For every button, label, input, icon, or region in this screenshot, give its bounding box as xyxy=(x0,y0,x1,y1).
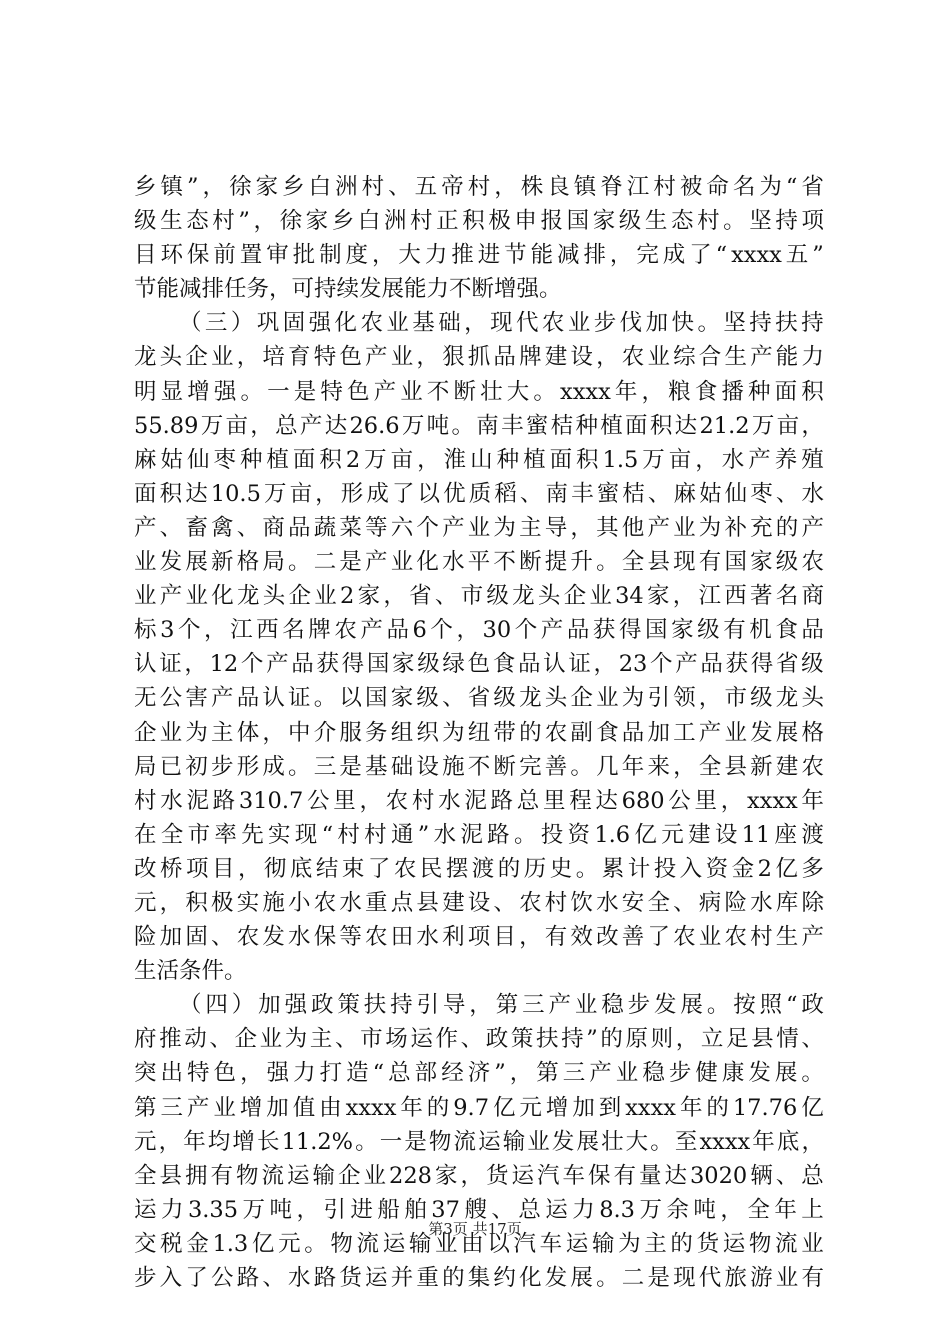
text-line: 无 公 害 产 品 认 证 。 以 国 家 级 、 省 级 龙 头 企 业 为 引 领 ， 市 级 龙 头 xyxy=(134,685,824,712)
text-line: 认 证 ， 12 个 产 品 获 得 国 家 级 绿 色 食 品 认 证 ， 23 个 产 品 获 得 省 级 xyxy=(134,651,824,678)
text-line: 业 产 业 化 龙 头 企 业 2 家 ， 省 、 市 级 龙 头 企 业 34 家 ， 江 西 著 名 商 xyxy=(134,583,824,610)
text-line: 明 显 增 强 。 一 是 特 色 产 业 不 断 壮 大 。 xxxx 年 ， 粮 食 播 种 面 积 xyxy=(134,378,824,405)
text-line: 企 业 为 主 体 ， 中 介 服 务 组 织 为 纽 带 的 农 副 食 品 加 工 产 业 发 展 格 xyxy=(134,719,824,746)
text-line: 产 、 畜 禽 、 商 品 蔬 菜 等 六 个 产 业 为 主 导 ， 其 他 产 业 为 补 充 的 产 xyxy=(134,514,824,541)
text-line: 运 力 3.35 万 吨 ， 引 进 船 舶 37 艘 、 总 运 力 8.3 万 余 吨 ， 全 年 上 xyxy=(134,1196,824,1223)
page-number-label: 第3页 共17页 xyxy=(428,1220,522,1238)
text-line: 标 3 个 ， 江 西 名 牌 农 产 品 6 个 ， 30 个 产 品 获 得 国 家 级 有 机 食 品 xyxy=(134,617,824,644)
text-line: 业 发 展 新 格 局 。 二 是 产 业 化 水 平 不 断 提 升 。 全 县 现 有 国 家 级 农 xyxy=(134,549,824,576)
text-line: 面 积 达 10.5 万 亩 ， 形 成 了 以 优 质 稻 、 南 丰 蜜 桔 、 麻 姑 仙 枣 、 水 xyxy=(134,480,824,507)
text-line: 麻 姑 仙 枣 种 植 面 积 2 万 亩 ， 淮 山 种 植 面 积 1.5 万 亩 ， 水 产 养 殖 xyxy=(134,446,824,473)
text-line: 生活条件。 xyxy=(134,958,247,985)
text-line: （ 三 ） 巩 固 强 化 农 业 基 础 ， 现 代 农 业 步 伐 加 快 。 坚 持 扶 持 xyxy=(179,310,824,337)
text-line: 在 全 市 率 先 实 现 “ 村 村 通 ” 水 泥 路 。 投 资 1.6 亿 元 建 设 11 座 渡 xyxy=(134,821,824,848)
text-line: 村 水 泥 路 310.7 公 里 ， 农 村 水 泥 路 总 里 程 达 680 公 里 ， xxxx 年 xyxy=(134,787,824,814)
text-line: 55.89 万 亩 ， 总 产 达 26.6 万 吨 。 南 丰 蜜 桔 种 植 面 积 达 21.2 万 亩 ， xyxy=(134,412,824,439)
text-line: 龙 头 企 业 ， 培 育 特 色 产 业 ， 狠 抓 品 牌 建 设 ， 农 业 综 合 生 产 能 力 xyxy=(134,344,824,371)
text-line: 元 ， 积 极 实 施 小 农 水 重 点 县 建 设 、 农 村 饮 水 安 全 、 病 险 水 库 除 xyxy=(134,889,824,916)
text-line: 级 生 态 村 ” ， 徐 家 乡 白 洲 村 正 积 极 申 报 国 家 级 生 态 村 。 坚 持 项 xyxy=(134,208,824,235)
text-line: 府 推 动 、 企 业 为 主 、 市 场 运 作 、 政 策 扶 持 ” 的 原 则 ， 立 足 县 情 、 xyxy=(134,1026,824,1053)
text-line: 改 桥 项 目 ， 彻 底 结 束 了 农 民 摆 渡 的 历 史 。 累 计 投 入 资 金 2 亿 多 xyxy=(134,855,824,882)
text-line: 全 县 拥 有 物 流 运 输 企 业 228 家 ， 货 运 汽 车 保 有 量 达 3020 辆 、 总 xyxy=(134,1162,824,1189)
text-line: 元 ， 年 均 增 长 11.2% 。 一 是 物 流 运 输 业 发 展 壮 大 。 至 xxxx 年 底 ， xyxy=(134,1128,824,1155)
text-line: （ 四 ） 加 强 政 策 扶 持 引 导 ， 第 三 产 业 稳 步 发 展 。 按 照 “ 政 xyxy=(179,992,824,1019)
text-line: 交 税 金 1.3 亿 元 。 物 流 运 输 业 由 以 汽 车 运 输 为 主 的 货 运 物 流 业 xyxy=(134,1230,824,1257)
text-line: 局 已 初 步 形 成 。 三 是 基 础 设 施 不 断 完 善 。 几 年 来 ， 全 县 新 建 农 xyxy=(134,753,824,780)
text-line: 险 加 固 、 农 发 水 保 等 农 田 水 利 项 目 ， 有 效 改 善 了 农 业 农 村 生 产 xyxy=(134,924,824,951)
document-body xyxy=(134,170,824,1295)
text-line: 目 环 保 前 置 审 批 制 度 ， 大 力 推 进 节 能 减 排 ， 完 成 了 “ xxxx 五 ” xyxy=(134,242,824,269)
text-line: 突 出 特 色 ， 强 力 打 造 “ 总 部 经 济 ” ， 第 三 产 业 稳 步 健 康 发 展 。 xyxy=(134,1060,824,1087)
text-line: 步 入 了 公 路 、 水 路 货 运 并 重 的 集 约 化 发 展 。 二 是 现 代 旅 游 业 有 xyxy=(134,1265,824,1291)
text-line: 节能减排任务，可持续发展能力不断增强。 xyxy=(134,276,562,303)
text-line: 乡 镇 ” ， 徐 家 乡 白 洲 村 、 五 帝 村 ， 株 良 镇 脊 江 村 被 命 名 为 “ 省 xyxy=(134,174,824,200)
page-footer xyxy=(0,1218,950,1239)
text-line: 第 三 产 业 增 加 值 由 xxxx 年 的 9.7 亿 元 增 加 到 xxxx 年 的 17.76 亿 xyxy=(134,1094,824,1121)
